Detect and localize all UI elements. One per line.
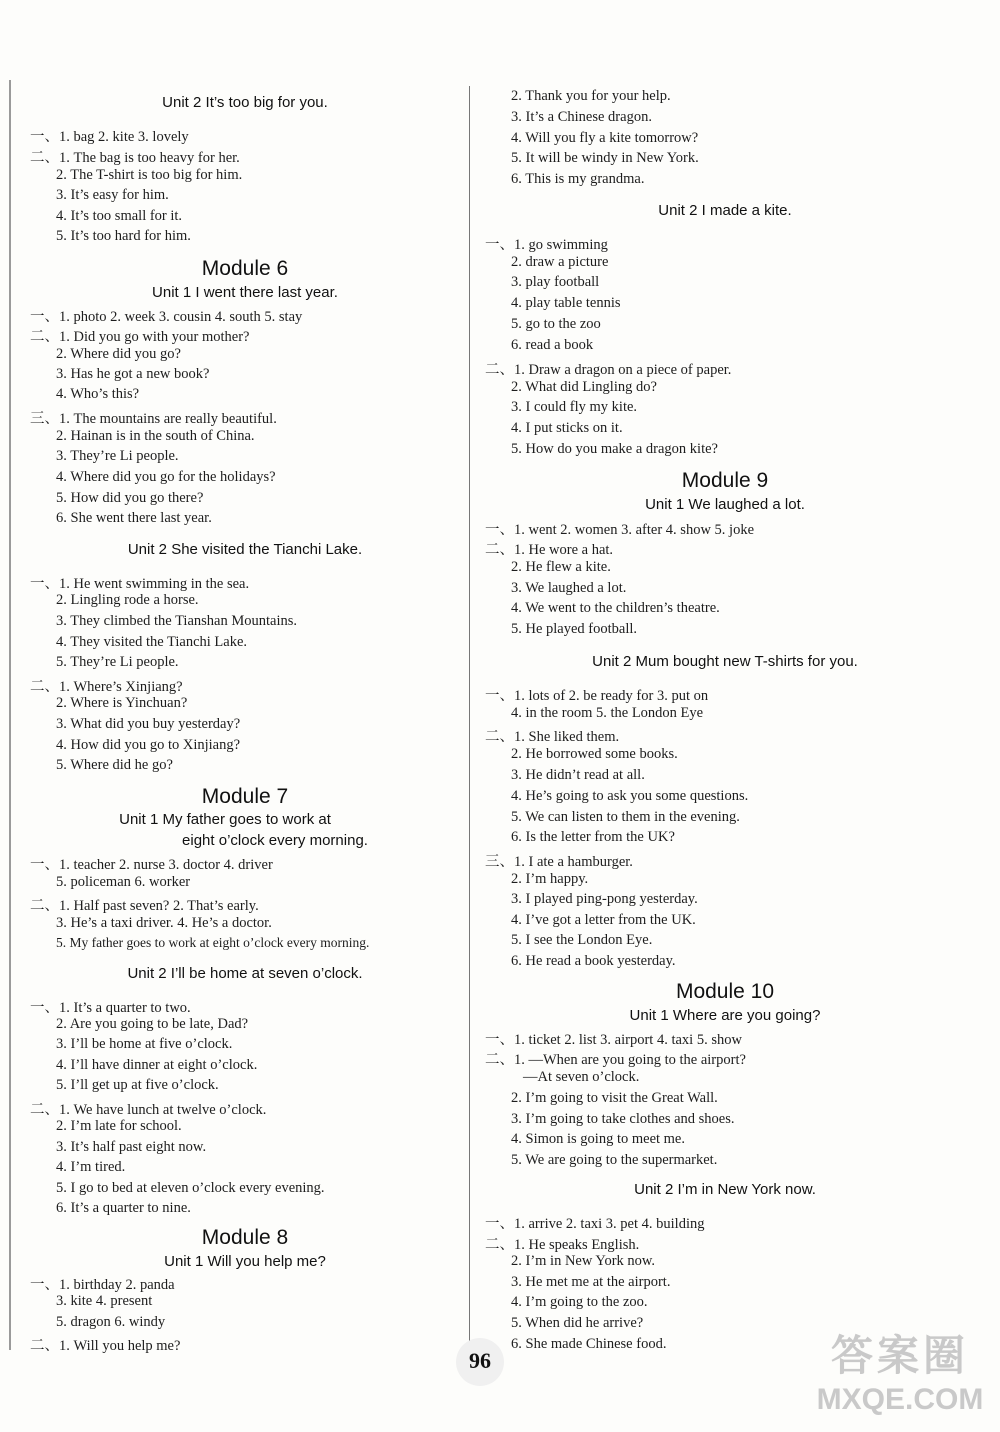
- answer-line: 5. How do you make a dragon kite?: [511, 441, 718, 457]
- answer-line: 2. I’m happy.: [511, 871, 589, 887]
- answer-line: 三、1. The mountains are really beautiful.: [30, 411, 277, 427]
- answer-line: 二、1. He speaks English.: [485, 1237, 640, 1253]
- answer-line: 一、1. go swimming: [485, 237, 608, 253]
- answer-line: 4. Who’s this?: [56, 386, 140, 402]
- answer-line: 4. How did you go to Xinjiang?: [56, 737, 241, 753]
- answer-line: 2. Where is Yinchuan?: [56, 695, 188, 711]
- answer-line: 6. She went there last year.: [56, 510, 212, 526]
- answer-line: 一、1. teacher 2. nurse 3. doctor 4. driver: [30, 857, 273, 873]
- answer-line: 二、1. Half past seven? 2. That’s early.: [30, 898, 259, 914]
- answer-line: 二、1. Where’s Xinjiang?: [30, 679, 183, 695]
- answer-line: 3. We laughed a lot.: [511, 580, 627, 596]
- answer-line: 二、1. The bag is too heavy for her.: [30, 150, 240, 166]
- answer-line: 2. Thank you for your help.: [511, 88, 671, 104]
- unit-title: Unit 1 Where are you going?: [629, 1007, 821, 1024]
- answer-line: 6. It’s a quarter to nine.: [56, 1200, 191, 1216]
- answer-line: 4. It’s too small for it.: [56, 208, 183, 224]
- answer-line: 2. I’m late for school.: [56, 1118, 182, 1134]
- answer-line: 4. Will you fly a kite tomorrow?: [511, 130, 699, 146]
- answer-line: 3. He didn’t read at all.: [511, 767, 645, 783]
- answer-line: 5. They’re Li people.: [56, 654, 179, 670]
- answer-line: 4. We went to the children’s theatre.: [511, 600, 720, 616]
- answer-line: 2. He flew a kite.: [511, 559, 611, 575]
- answer-line: 3. Has he got a new book?: [56, 366, 210, 382]
- answer-line: 4. I put sticks on it.: [511, 420, 623, 436]
- answer-line: 3. I played ping-pong yesterday.: [511, 891, 698, 907]
- answer-line: 2. I’m in New York now.: [511, 1253, 656, 1269]
- answer-line: 4. They visited the Tianchi Lake.: [56, 634, 248, 650]
- unit-title: Unit 2 It’s too big for you.: [162, 94, 328, 111]
- module-title: Module 9: [681, 469, 769, 492]
- answer-line: 一、1. It’s a quarter to two.: [30, 1000, 191, 1016]
- answer-line: 4. He’s going to ask you some questions.: [511, 788, 749, 804]
- unit-title: Unit 2 I’m in New York now.: [634, 1181, 816, 1198]
- answer-line: 4. I’ve got a letter from the UK.: [511, 912, 696, 928]
- answer-line: 4. I’m going to the zoo.: [511, 1294, 648, 1310]
- answer-line: 4. in the room 5. the London Eye: [511, 705, 704, 721]
- answer-line: 2. draw a picture: [511, 254, 609, 270]
- answer-line: 6. Is the letter from the UK?: [511, 829, 675, 845]
- column-divider: [469, 86, 470, 1351]
- unit-title-continued: eight o’clock every morning.: [182, 832, 368, 849]
- module-title: Module 7: [201, 785, 289, 808]
- answer-line: 一、1. photo 2. week 3. cousin 4. south 5. stay: [30, 309, 303, 325]
- answer-line: 5. I’ll get up at five o’clock.: [56, 1077, 219, 1093]
- unit-title: Unit 2 Mum bought new T-shirts for you.: [592, 653, 858, 670]
- unit-title: Unit 1 We laughed a lot.: [645, 496, 805, 513]
- answer-line: 5. He played football.: [511, 621, 638, 637]
- answer-line: 5. I see the London Eye.: [511, 932, 653, 948]
- answer-line: 5. We can listen to them in the evening.: [511, 809, 740, 825]
- answer-line: 二、1. She liked them.: [485, 729, 620, 745]
- answer-line: 5. go to the zoo: [511, 316, 601, 332]
- answer-line: 3. They climbed the Tianshan Mountains.: [56, 613, 297, 629]
- answer-line: 一、1. went 2. women 3. after 4. show 5. joke: [485, 522, 755, 538]
- unit-title: Unit 2 She visited the Tianchi Lake.: [127, 541, 363, 558]
- answer-line: 二、1. Did you go with your mother?: [30, 329, 250, 345]
- answer-line: 5. When did he arrive?: [511, 1315, 644, 1331]
- answer-line: 3. I could fly my kite.: [511, 399, 638, 415]
- answer-line: 一、1. birthday 2. panda: [30, 1277, 175, 1293]
- watermark-text: 答案圈: [830, 1332, 969, 1379]
- answer-line: 4. I’ll have dinner at eight o’clock.: [56, 1057, 258, 1073]
- answer-line: 二、1. Will you help me?: [30, 1338, 181, 1354]
- answer-line: 3. It’s easy for him.: [56, 187, 169, 203]
- answer-line: 3. What did you buy yesterday?: [56, 716, 241, 732]
- answer-line: 一、1. bag 2. kite 3. lovely: [30, 129, 189, 145]
- answer-line: 2. Lingling rode a horse.: [56, 592, 199, 608]
- module-title: Module 8: [201, 1226, 289, 1249]
- answer-line: 2. The T-shirt is too big for him.: [56, 167, 243, 183]
- answer-line: 5. It’s too hard for him.: [56, 228, 191, 244]
- answer-line: 5. My father goes to work at eight o’clock every morning.: [56, 935, 370, 950]
- answer-line: 三、1. I ate a hamburger.: [485, 854, 633, 870]
- answer-line: 二、1. Draw a dragon on a piece of paper.: [485, 362, 732, 378]
- answer-line: 3. It’s a Chinese dragon.: [511, 109, 652, 125]
- answer-line: 2. Where did you go?: [56, 346, 181, 362]
- answer-line: 3. play football: [511, 274, 600, 290]
- answer-line: 一、1. ticket 2. list 3. airport 4. taxi 5. show: [485, 1032, 742, 1048]
- answer-line: 5. It will be windy in New York.: [511, 150, 699, 166]
- unit-title: Unit 1 My father goes to work at: [119, 811, 331, 828]
- unit-title: Unit 1 I went there last year.: [152, 284, 338, 301]
- answer-line: 5. policeman 6. worker: [56, 874, 191, 890]
- answer-line: 3. kite 4. present: [56, 1293, 153, 1309]
- page-binding-edge: [9, 80, 11, 1350]
- answer-line: 5. I go to bed at eleven o’clock every evening.: [56, 1180, 325, 1196]
- answer-line: 6. He read a book yesterday.: [511, 953, 676, 969]
- answer-line: 3. I’m going to take clothes and shoes.: [511, 1111, 735, 1127]
- answer-line: 3. They’re Li people.: [56, 448, 179, 464]
- answer-line: 6. read a book: [511, 337, 594, 353]
- answer-line: 一、1. He went swimming in the sea.: [30, 576, 250, 592]
- answer-line: 2. He borrowed some books.: [511, 746, 678, 762]
- answer-line: 二、1. He wore a hat.: [485, 542, 614, 558]
- page-number: 96: [456, 1338, 504, 1386]
- answer-line: 一、1. lots of 2. be ready for 3. put on: [485, 688, 709, 704]
- unit-title: Unit 1 Will you help me?: [164, 1253, 326, 1270]
- answer-line: 4. play table tennis: [511, 295, 621, 311]
- answer-line: 2. Hainan is in the south of China.: [56, 428, 255, 444]
- module-title: Module 10: [675, 980, 775, 1003]
- answer-line: 5. How did you go there?: [56, 490, 204, 506]
- answer-line: 5. We are going to the supermarket.: [511, 1152, 718, 1168]
- answer-line: 3. He met me at the airport.: [511, 1274, 671, 1290]
- answer-line: 4. Where did you go for the holidays?: [56, 469, 276, 485]
- answer-line: —At seven o’clock.: [523, 1069, 640, 1085]
- answer-line: 一、1. arrive 2. taxi 3. pet 4. building: [485, 1216, 705, 1232]
- answer-line: 5. Where did he go?: [56, 757, 173, 773]
- answer-line: 4. I’m tired.: [56, 1159, 126, 1175]
- answer-line: 2. What did Lingling do?: [511, 379, 657, 395]
- module-title: Module 6: [201, 257, 289, 280]
- answer-line: 4. Simon is going to meet me.: [511, 1131, 685, 1147]
- answer-line: 5. dragon 6. windy: [56, 1314, 166, 1330]
- answer-line: 3. I’ll be home at five o’clock.: [56, 1036, 233, 1052]
- answer-line: 二、1. —When are you going to the airport?: [485, 1052, 746, 1068]
- answer-line: 2. I’m going to visit the Great Wall.: [511, 1090, 718, 1106]
- watermark-url: MXQE.COM: [816, 1383, 984, 1416]
- answer-line: 6. This is my grandma.: [511, 171, 645, 187]
- unit-title: Unit 2 I’ll be home at seven o’clock.: [127, 965, 363, 982]
- watermark-logo: [805, 1330, 995, 1428]
- unit-title: Unit 2 I made a kite.: [658, 202, 792, 219]
- answer-line: 3. He’s a taxi driver. 4. He’s a doctor.: [56, 915, 272, 931]
- answer-line: 2. Are you going to be late, Dad?: [56, 1016, 249, 1032]
- answer-line: 二、1. We have lunch at twelve o’clock.: [30, 1102, 267, 1118]
- answer-line: 6. She made Chinese food.: [511, 1336, 667, 1352]
- answer-line: 3. It’s half past eight now.: [56, 1139, 207, 1155]
